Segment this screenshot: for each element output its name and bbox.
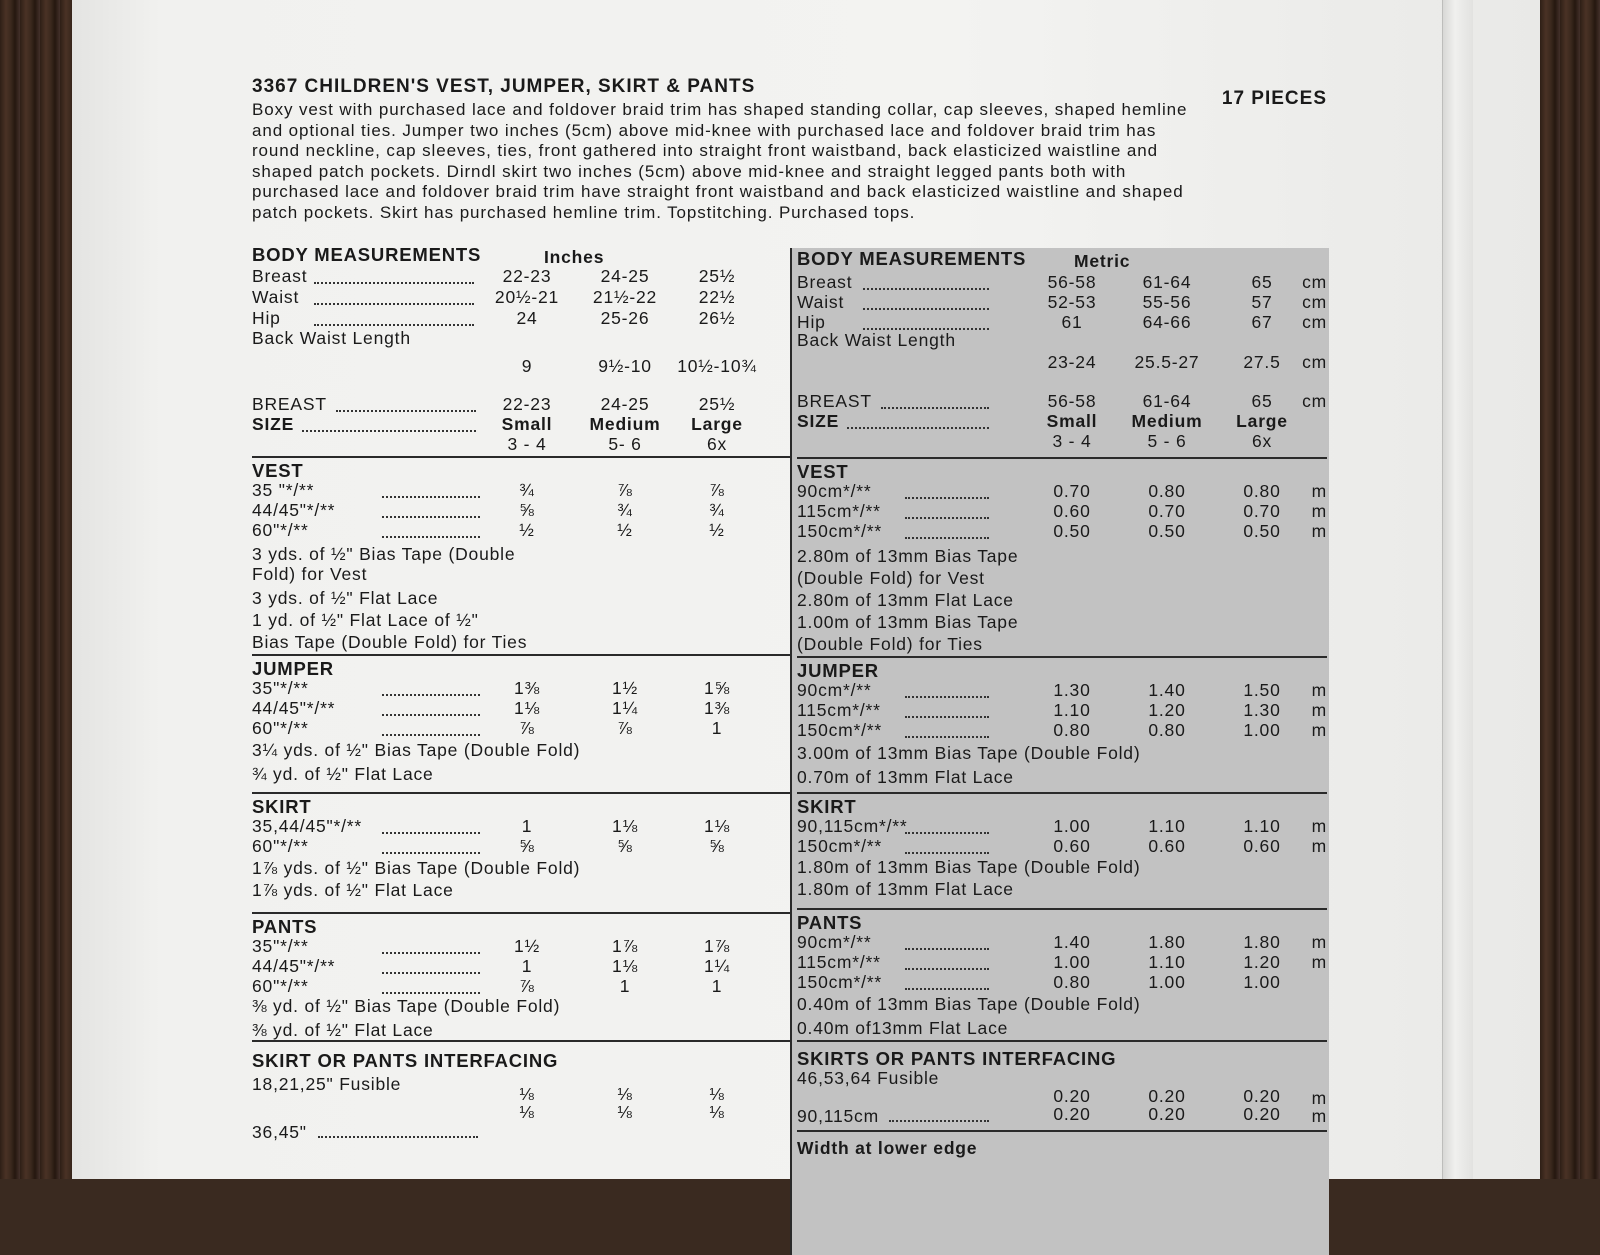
skirt-amount: 0.60 [1243, 836, 1281, 856]
skirt-fabric-width: 35,44/45"*/** [252, 816, 363, 836]
vest-notion: 2.80m of 13mm Flat Lace [797, 590, 1014, 610]
jumper-amount: 1⅝ [704, 678, 730, 698]
skirt-fabric-width: 150cm*/** [797, 836, 883, 856]
dot-leader [382, 496, 480, 498]
measure-label: Waist [252, 287, 300, 307]
size-label-metric: SIZE [797, 411, 840, 431]
jumper-amount: 1⅛ [514, 698, 540, 718]
jumper-title: JUMPER [797, 660, 879, 681]
pants-amount: ⅞ [519, 976, 535, 996]
measure-label-metric: Breast [797, 272, 853, 292]
breast-value: 25½ [698, 394, 736, 414]
vest-notion: (Double Fold) for Vest [797, 568, 985, 588]
dot-leader [382, 992, 480, 994]
description-line: and optional ties. Jumper two inches (5cm) above mid-knee with purchased lace and foldover braid trim has [252, 120, 1157, 140]
breast-value-metric: 56-58 [1047, 391, 1097, 411]
vest-amount: ⅞ [617, 480, 633, 500]
jumper-fabric-width: 90cm*/** [797, 680, 872, 700]
interfacing-amount: ⅛ [617, 1102, 633, 1122]
section-divider [797, 792, 1327, 794]
interfacing-amount-metric: 0.20 [1053, 1104, 1091, 1124]
measure-value-metric: 55-56 [1142, 292, 1192, 312]
unit: m [1311, 1088, 1327, 1108]
vest-amount: 0.50 [1053, 521, 1091, 541]
measure-value: 24 [516, 308, 538, 328]
size-name: Small [501, 414, 553, 434]
dot-leader [314, 324, 474, 326]
pants-amount: 1¼ [704, 956, 730, 976]
breast-value-metric: 61-64 [1142, 391, 1192, 411]
unit: m [1311, 700, 1327, 720]
vest-amount: 0.50 [1148, 521, 1186, 541]
measure-value: 20½-21 [494, 287, 560, 307]
jumper-amount: 0.80 [1148, 720, 1186, 740]
measure-value-metric: 67 [1251, 312, 1273, 332]
dot-leader [302, 430, 476, 432]
unit: m [1311, 720, 1327, 740]
jumper-amount: 1.20 [1148, 700, 1186, 720]
description-line: shaped patch pockets. Dirndl skirt two inches (5cm) above mid-knee and straight legged pants both with [252, 161, 1127, 181]
skirt-amount: ⅝ [709, 836, 725, 856]
measure-value-metric: 61-64 [1142, 272, 1192, 292]
section-divider [797, 908, 1327, 910]
envelope-flap-edge [1442, 0, 1473, 1179]
vest-fabric-width: 60"*/** [252, 520, 309, 540]
width-label: Width at lower edge [797, 1138, 978, 1158]
skirt-amount: 1⅛ [704, 816, 730, 836]
skirt-notion: 1.80m of 13mm Bias Tape (Double Fold) [797, 857, 1141, 877]
section-divider [252, 456, 792, 458]
pants-amount: 1.00 [1053, 952, 1091, 972]
section-divider [797, 457, 1327, 459]
wood-background-left [0, 0, 72, 1179]
skirt-amount: 1 [521, 816, 533, 836]
dot-leader [863, 288, 989, 290]
measure-value: 25-26 [600, 308, 650, 328]
description-line: round neckline, cap sleeves, ties, front gathered into straight front waistband, back elasticized waistline and [252, 141, 1158, 160]
jumper-notion: 3.00m of 13mm Bias Tape (Double Fold) [797, 743, 1141, 763]
dot-leader [905, 696, 989, 698]
vest-amount: 0.70 [1053, 481, 1091, 501]
jumper-amount: 1.10 [1053, 700, 1091, 720]
dot-leader [382, 734, 480, 736]
dot-leader [905, 517, 989, 519]
description-line: Boxy vest with purchased lace and foldover braid trim has shaped standing collar, cap sleeves, shaped hemline [252, 100, 1188, 119]
dot-leader [905, 537, 989, 539]
jumper-amount: 1.40 [1148, 680, 1186, 700]
vest-amount: ⅝ [519, 500, 535, 520]
skirt-fabric-width: 60"*/** [252, 836, 309, 856]
pants-fabric-width: 35"*/** [252, 936, 309, 956]
measure-label: Hip [252, 308, 281, 328]
wood-background-right [1540, 0, 1600, 1179]
vest-amount: ½ [519, 520, 535, 540]
jumper-amount: 1⅜ [514, 678, 540, 698]
dot-leader [905, 497, 989, 499]
section-divider [797, 656, 1327, 658]
pants-amount: 0.80 [1053, 972, 1091, 992]
jumper-amount: 1⅜ [704, 698, 730, 718]
pieces-count: 17 PIECES [1221, 88, 1327, 109]
bwl-value-metric: 27.5 [1243, 352, 1281, 372]
bwl-value: 9½-10 [598, 356, 652, 376]
measure-value: 24-25 [600, 266, 650, 286]
measure-value: 26½ [698, 308, 736, 328]
interfacing-title: SKIRT OR PANTS INTERFACING [252, 1050, 559, 1071]
pants-amount: 1.40 [1053, 932, 1091, 952]
size-name-metric: Small [1046, 411, 1098, 431]
pants-amount: 1.10 [1148, 952, 1186, 972]
breast-value: 24-25 [600, 394, 650, 414]
vest-amount: ½ [617, 520, 633, 540]
jumper-amount: 1 [711, 718, 723, 738]
skirt-notion: 1⅞ yds. of ½" Flat Lace [252, 880, 454, 900]
measure-value: 25½ [698, 266, 736, 286]
bwl-value-metric: 23-24 [1047, 352, 1097, 372]
interfacing-amount-metric: 0.20 [1053, 1086, 1091, 1106]
vest-fabric-width: 115cm*/** [797, 501, 881, 521]
breast-label-metric: BREAST [797, 391, 872, 411]
bwl-value: 10½-10¾ [677, 356, 757, 376]
vest-title: VEST [797, 461, 849, 482]
breast-label: BREAST [252, 394, 327, 414]
dot-leader [382, 694, 480, 696]
pattern-title: 3367 CHILDREN'S VEST, JUMPER, SKIRT & PANTS [252, 76, 756, 97]
jumper-fabric-width: 60"*/** [252, 718, 309, 738]
pants-amount: 1⅛ [612, 956, 638, 976]
bm-unit-metric: Metric [1074, 251, 1131, 271]
dot-leader [382, 516, 480, 518]
size-age: 3 - 4 [507, 434, 547, 454]
interfacing-amount: ⅛ [709, 1084, 725, 1104]
jumper-amount: 1.30 [1053, 680, 1091, 700]
interfacing-fabric: 18,21,25" Fusible [252, 1074, 402, 1094]
jumper-fabric-width: 150cm*/** [797, 720, 883, 740]
jumper-fabric-width: 115cm*/** [797, 700, 881, 720]
skirt-fabric-width: 90,115cm*/** [797, 816, 908, 836]
vest-notion: 1 yd. of ½" Flat Lace of ½" [252, 610, 479, 630]
pants-notion: ⅜ yd. of ½" Bias Tape (Double Fold) [252, 996, 561, 1016]
unit: cm [1302, 391, 1327, 411]
bm-title: BODY MEASUREMENTS [252, 244, 482, 265]
size-name: Large [691, 414, 743, 434]
size-age: 5- 6 [608, 434, 642, 454]
dot-leader [382, 832, 480, 834]
section-divider [252, 792, 792, 794]
interfacing-title-metric: SKIRTS OR PANTS INTERFACING [797, 1048, 1117, 1069]
size-name-metric: Medium [1131, 411, 1203, 431]
interfacing-amount: ⅛ [709, 1102, 725, 1122]
vest-title: VEST [252, 460, 304, 481]
description-line: purchased lace and foldover braid trim have straight front waistband and back elasticized waistline and shaped [252, 182, 1184, 201]
skirt-amount: 1⅛ [612, 816, 638, 836]
dot-leader [382, 852, 480, 854]
pants-amount: 1.80 [1148, 932, 1186, 952]
measure-value-metric: 61 [1061, 312, 1083, 332]
pants-amount: 1⅞ [704, 936, 730, 956]
section-divider [252, 654, 792, 656]
pants-fabric-width: 60"*/** [252, 976, 309, 996]
pants-amount: 1 [619, 976, 631, 996]
dot-leader [905, 968, 989, 970]
bwl-label-metric: Back Waist Length [797, 330, 956, 350]
skirt-amount: 1.10 [1148, 816, 1186, 836]
vest-notion: Fold) for Vest [252, 564, 368, 584]
measure-value-metric: 52-53 [1047, 292, 1097, 312]
vest-notion: 2.80m of 13mm Bias Tape [797, 546, 1019, 566]
skirt-title: SKIRT [252, 796, 312, 817]
description [252, 100, 1327, 223]
dot-leader [905, 832, 989, 834]
vest-amount: ¾ [519, 480, 535, 500]
skirt-title: SKIRT [797, 796, 857, 817]
bwl-value-metric: 25.5-27 [1134, 352, 1200, 372]
dot-leader [382, 952, 480, 954]
vest-amount: 0.80 [1148, 481, 1186, 501]
interfacing-amount: ⅛ [519, 1084, 535, 1104]
jumper-amount: ⅞ [519, 718, 535, 738]
unit: m [1311, 952, 1327, 972]
vest-notion: 3 yds. of ½" Bias Tape (Double [252, 544, 516, 564]
measure-label-metric: Hip [797, 312, 826, 332]
description-line: patch pockets. Skirt has purchased hemline trim. Topstitching. Purchased tops. [252, 202, 916, 222]
vest-fabric-width: 90cm*/** [797, 481, 872, 501]
pants-fabric-width: 44/45"*/** [252, 956, 336, 976]
skirt-amount: 0.60 [1053, 836, 1091, 856]
size-label: SIZE [252, 414, 295, 434]
jumper-amount: 1½ [612, 678, 638, 698]
measure-value-metric: 57 [1251, 292, 1273, 312]
measure-value: 22-23 [502, 266, 552, 286]
jumper-amount: 1.00 [1243, 720, 1281, 740]
measure-value-metric: 56-58 [1047, 272, 1097, 292]
vest-notion: 3 yds. of ½" Flat Lace [252, 588, 439, 608]
dot-leader [905, 716, 989, 718]
vest-amount: ¾ [617, 500, 633, 520]
vest-amount: 0.60 [1053, 501, 1091, 521]
skirt-amount: ⅝ [519, 836, 535, 856]
bm-title-metric: BODY MEASUREMENTS [797, 248, 1027, 269]
size-name: Medium [589, 414, 661, 434]
pants-amount: 1 [521, 956, 533, 976]
jumper-notion: 3¼ yds. of ½" Bias Tape (Double Fold) [252, 740, 581, 760]
unit: m [1311, 521, 1327, 541]
dot-leader [382, 714, 480, 716]
vest-amount: 0.70 [1148, 501, 1186, 521]
pants-title: PANTS [252, 916, 318, 937]
measure-value: 22½ [698, 287, 736, 307]
measure-value-metric: 64-66 [1142, 312, 1192, 332]
jumper-amount: 1.50 [1243, 680, 1281, 700]
pants-fabric-width: 115cm*/** [797, 952, 881, 972]
jumper-title: JUMPER [252, 658, 334, 679]
section-divider [797, 1130, 1327, 1132]
vest-amount: 0.80 [1243, 481, 1281, 501]
dot-leader [336, 410, 476, 412]
unit: cm [1302, 292, 1327, 312]
dot-leader [889, 1120, 989, 1122]
size-age: 6x [706, 434, 728, 454]
measure-value-metric: 65 [1251, 272, 1273, 292]
pants-amount: 1.20 [1243, 952, 1281, 972]
pants-fabric-width: 90cm*/** [797, 932, 872, 952]
measure-label-metric: Waist [797, 292, 845, 312]
breast-value-metric: 65 [1251, 391, 1273, 411]
pants-amount: 1⅞ [612, 936, 638, 956]
unit: cm [1302, 272, 1327, 292]
skirt-amount: 1.00 [1053, 816, 1091, 836]
vest-notion: Bias Tape (Double Fold) for Ties [252, 632, 528, 652]
bwl-label: Back Waist Length [252, 328, 411, 348]
size-age-metric: 5 - 6 [1147, 431, 1187, 451]
jumper-notion: 0.70m of 13mm Flat Lace [797, 767, 1014, 787]
pants-notion: ⅜ yd. of ½" Flat Lace [252, 1020, 434, 1040]
section-divider [252, 1040, 792, 1042]
vest-fabric-width: 150cm*/** [797, 521, 883, 541]
vest-notion: 1.00m of 13mm Bias Tape [797, 612, 1019, 632]
dot-leader [382, 536, 480, 538]
dot-leader [905, 948, 989, 950]
interfacing-amount: ⅛ [617, 1084, 633, 1104]
vest-notion: (Double Fold) for Ties [797, 634, 983, 654]
size-age-metric: 6x [1251, 431, 1273, 451]
pants-notion: 0.40m of13mm Flat Lace [797, 1018, 1009, 1038]
pants-notion: 0.40m of 13mm Bias Tape (Double Fold) [797, 994, 1141, 1014]
interfacing-fabric-metric: 46,53,64 Fusible [797, 1068, 940, 1088]
measure-value: 21½-22 [592, 287, 658, 307]
interfacing-amount-metric: 0.20 [1148, 1104, 1186, 1124]
vest-fabric-width: 44/45"*/** [252, 500, 336, 520]
jumper-amount: ⅞ [617, 718, 633, 738]
dot-leader [314, 282, 474, 284]
bwl-value: 9 [521, 356, 533, 376]
size-name-metric: Large [1236, 411, 1288, 431]
jumper-amount: 0.80 [1053, 720, 1091, 740]
unit: m [1311, 1106, 1327, 1126]
section-divider [797, 1040, 1327, 1042]
unit: m [1311, 816, 1327, 836]
jumper-amount: 1¼ [612, 698, 638, 718]
pants-amount: 1.00 [1148, 972, 1186, 992]
unit: m [1311, 680, 1327, 700]
unit: m [1311, 932, 1327, 952]
skirt-amount: 1.10 [1243, 816, 1281, 836]
interfacing-fabric-metric: 90,115cm [797, 1106, 879, 1126]
breast-value: 22-23 [502, 394, 552, 414]
interfacing-amount: ⅛ [519, 1102, 535, 1122]
dot-leader [318, 1136, 478, 1138]
unit: cm [1302, 352, 1327, 372]
jumper-notion: ¾ yd. of ½" Flat Lace [252, 764, 434, 784]
pants-amount: 1.80 [1243, 932, 1281, 952]
interfacing-amount-metric: 0.20 [1243, 1104, 1281, 1124]
unit: cm [1302, 312, 1327, 332]
measure-label: Breast [252, 266, 308, 286]
dot-leader [863, 308, 989, 310]
bm-unit: Inches [544, 247, 605, 267]
pants-amount: 1.00 [1243, 972, 1281, 992]
interfacing-fabric: 36,45" [252, 1122, 307, 1142]
pants-fabric-width: 150cm*/** [797, 972, 883, 992]
skirt-notion: 1⅞ yds. of ½" Bias Tape (Double Fold) [252, 858, 581, 878]
pants-amount: 1 [711, 976, 723, 996]
pants-amount: 1½ [514, 936, 540, 956]
dot-leader [382, 972, 480, 974]
interfacing-amount-metric: 0.20 [1148, 1086, 1186, 1106]
vest-amount: ½ [709, 520, 725, 540]
vest-amount: 0.70 [1243, 501, 1281, 521]
pants-title: PANTS [797, 912, 863, 933]
jumper-fabric-width: 35"*/** [252, 678, 309, 698]
jumper-amount: 1.30 [1243, 700, 1281, 720]
dot-leader [905, 736, 989, 738]
interfacing-amount-metric: 0.20 [1243, 1086, 1281, 1106]
jumper-fabric-width: 44/45"*/** [252, 698, 336, 718]
skirt-amount: 0.60 [1148, 836, 1186, 856]
skirt-notion: 1.80m of 13mm Flat Lace [797, 879, 1014, 899]
dot-leader [905, 852, 989, 854]
unit: m [1311, 481, 1327, 501]
section-divider [252, 912, 792, 914]
skirt-amount: ⅝ [617, 836, 633, 856]
vest-amount: 0.50 [1243, 521, 1281, 541]
dot-leader [905, 988, 989, 990]
vest-amount: ⅞ [709, 480, 725, 500]
dot-leader [847, 427, 989, 429]
unit: m [1311, 836, 1327, 856]
vest-fabric-width: 35 "*/** [252, 480, 315, 500]
unit: m [1311, 501, 1327, 521]
vest-amount: ¾ [709, 500, 725, 520]
dot-leader [881, 407, 989, 409]
dot-leader [314, 303, 474, 305]
size-age-metric: 3 - 4 [1052, 431, 1092, 451]
